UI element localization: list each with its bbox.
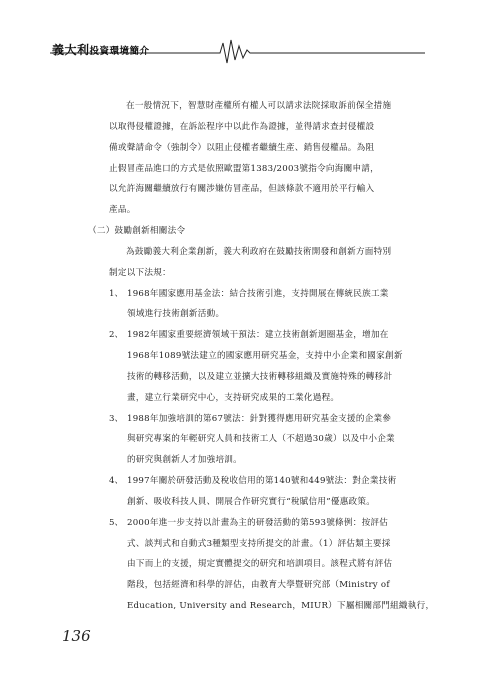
list-item-number: 5、 [109, 517, 124, 528]
paragraph-line: 備或聲請命令（強制令）以阻止侵權者繼續生產、銷售侵權品。為阻 [109, 142, 375, 153]
list-item-line: 1968年國家應用基金法：結合技術引進，支持開展在傳統民族工業 [127, 288, 389, 299]
list-item-line: 2000年進一步支持以計畫為主的研發活動的第593號條例：按評估 [127, 517, 389, 528]
list-item-line: 與研究專案的年輕研究人員和技術工人（不超過30歲）以及中小企業 [127, 434, 395, 445]
header-title-rest: 投資環境簡介 [89, 46, 150, 57]
list-item-line: 領域進行技術創新活動。 [127, 309, 225, 320]
paragraph-line: 在一般情況下，智慧財產權所有權人可以請求法院採取訴前保全措施 [126, 101, 392, 111]
list-item-line: 式、談判式和自動式3種類型支持所提交的計畫。（1）評估類主要採 [127, 538, 391, 549]
header-ecg-line [0, 0, 480, 70]
list-item-number: 2、 [109, 330, 124, 341]
list-item-line: 1997年關於研發活動及稅收信用的第140號和449號法：對企業技術 [127, 476, 397, 486]
paragraph-line: 產品。 [109, 205, 136, 216]
paragraph-line: 止假冒產品進口的方式是依照歐盟第1383/2003號指令向海關申請， [109, 163, 379, 174]
list-item-line: 畫，建立行業研究中心，支持研究成果的工業化過程。 [127, 392, 340, 403]
list-item-line: 階段，包括經濟和科學的評估，由教育大學暨研究部（Ministry of [127, 580, 390, 591]
list-item-number: 4、 [109, 476, 124, 486]
intro-line: 為鼓勵義大利企業創新，義大利政府在鼓勵技術開發和創新方面特別 [126, 246, 392, 257]
list-item-line: 1988年加強培訓的第67號法：針對獲得應用研究基金支援的企業參 [127, 413, 392, 424]
page-number: 136 [62, 627, 91, 645]
paragraph-line: 以允許海關繼續放行有關涉嫌仿冒產品，但該條款不適用於平行輸入 [109, 184, 375, 195]
header-title [52, 41, 150, 58]
list-item-line: 1968年1089號法建立的國家應用研究基金，支持中小企業和國家創新 [127, 351, 403, 361]
list-item-number: 1、 [109, 288, 124, 299]
list-item-line: 1982年國家重要經濟領域干預法：建立技術創新迴圈基金，增加在 [127, 330, 389, 341]
paragraph-line: 以取得侵權證據，在訴訟程序中以此作為證據，並得請求查封侵權設 [109, 121, 375, 132]
list-item-line: 由下而上的支援，規定實體提交的研究和培訓項目。該程式將有評估 [127, 559, 393, 570]
list-item-line: 創新、吸收科技人員、開展合作研究實行“稅賦信用”優惠政策。 [127, 496, 376, 507]
list-item-line: 技術的轉移活動，以及建立並擴大技術轉移組織及實施特殊的轉移計 [127, 371, 393, 382]
header-title-prefix: 義大利 [52, 43, 90, 57]
list-item-line: 的研究與創新人才加強培訓。 [127, 455, 242, 466]
list-item-number: 3、 [109, 413, 124, 424]
list-item-line: Education, University and Research，MIUR）下屬相關部門組織執行， [127, 601, 435, 611]
section-heading: （二）鼓勵創新相關法令 [88, 226, 186, 236]
page-header [0, 0, 480, 70]
intro-line: 制定以下法規： [109, 267, 171, 278]
